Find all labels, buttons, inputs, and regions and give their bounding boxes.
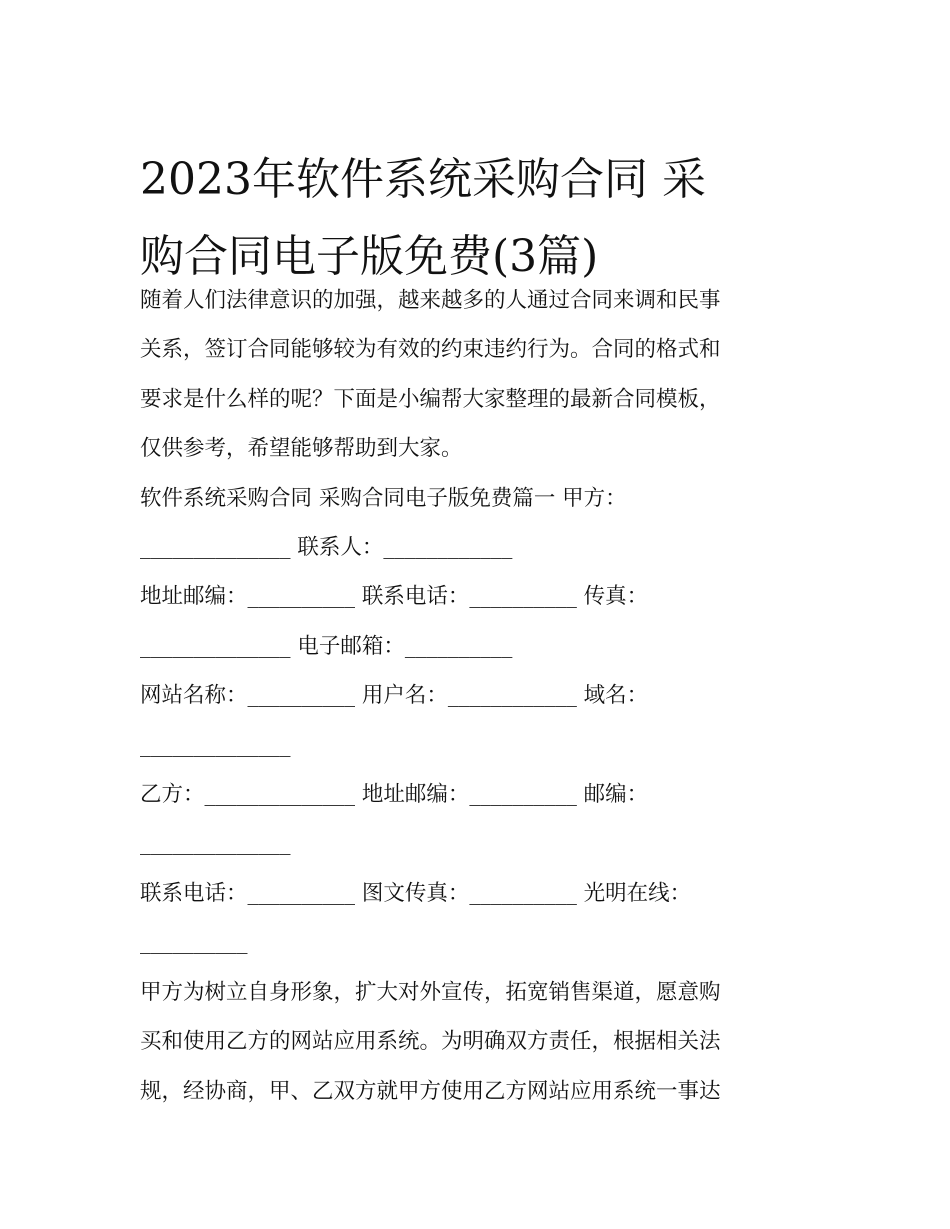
closing-paragraph: [140, 968, 830, 1116]
contract-party-form: [140, 474, 830, 968]
form-line-address: 地址邮编：__________ 联系电话：__________ 传真：: [140, 584, 649, 610]
form-line-blank: __________: [140, 930, 248, 956]
text-line: 关系，签订合同能够较为有效的约束违约行为。合同的格式和: [140, 337, 721, 363]
form-line-phone: 联系电话：__________ 图文传真：__________ 光明在线：: [140, 880, 692, 906]
text-line: 要求是什么样的呢？下面是小编帮大家整理的最新合同模板，: [140, 386, 721, 412]
form-line-website: 网站名称：__________ 用户名：____________ 域名：: [140, 683, 649, 709]
text-line: 随着人们法律意识的加强，越来越多的人通过合同来调和民事: [140, 288, 721, 313]
text-line: 甲方为树立自身形象，扩大对外宣传，拓宽销售渠道，愿意购: [140, 979, 721, 1005]
intro-paragraph: [140, 276, 830, 474]
document-title: [140, 141, 840, 295]
title-line: 购合同电子版免费(3篇): [140, 231, 599, 283]
section-heading-line: 软件系统采购合同 采购合同电子版免费篇一 甲方：: [140, 485, 627, 511]
text-line: 规，经协商，甲、乙双方就甲方使用乙方网站应用系统一事达: [140, 1078, 721, 1104]
title-line: 2023年软件系统采购合同 采: [140, 154, 706, 206]
document-body: [140, 276, 830, 1116]
form-line-blank: ______________: [140, 732, 291, 758]
text-line: 买和使用乙方的网站应用系统。为明确双方责任，根据相关法: [140, 1029, 721, 1055]
text-line: 仅供参考，希望能够帮助到大家。: [140, 436, 463, 462]
form-line-contact: ______________ 联系人：____________: [140, 535, 513, 561]
form-line-party-b: 乙方：______________ 地址邮编：__________ 邮编：: [140, 782, 649, 808]
form-line-blank: ______________: [140, 831, 291, 857]
form-line-email: ______________ 电子邮箱：__________: [140, 633, 513, 659]
